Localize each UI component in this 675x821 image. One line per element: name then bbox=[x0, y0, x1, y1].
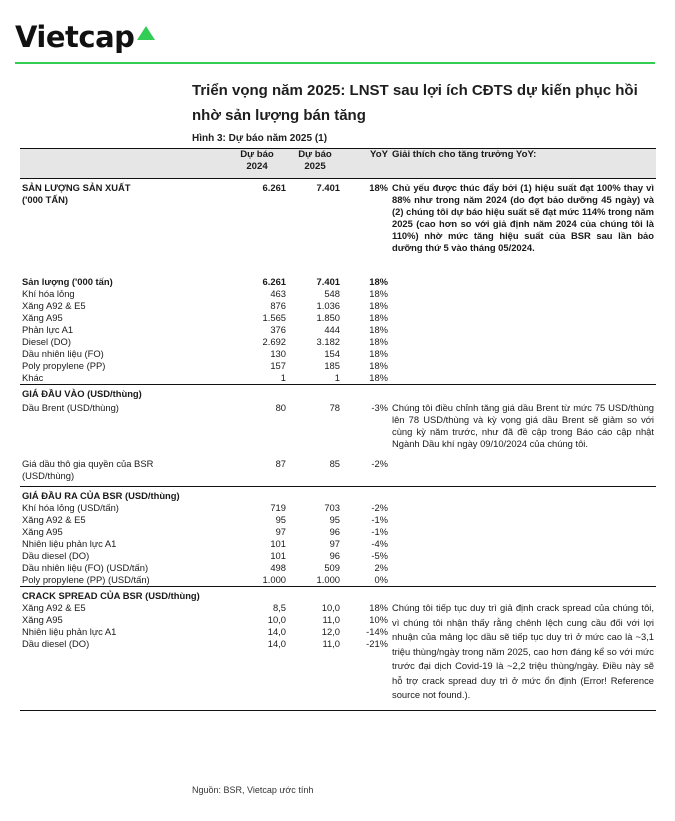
header-forecast-2024-line2: 2024 bbox=[246, 161, 268, 172]
cell-v2: 3.182 bbox=[316, 336, 340, 347]
cell-yoy: -5% bbox=[371, 550, 388, 561]
cell-v2: 154 bbox=[324, 348, 340, 359]
cell-yoy: 18% bbox=[369, 324, 388, 335]
cell-v2: 85 bbox=[329, 458, 340, 469]
cell-yoy: -1% bbox=[371, 514, 388, 525]
section-heading bbox=[20, 179, 226, 207]
cell-label: Khác bbox=[22, 372, 44, 383]
cell-yoy: 18% bbox=[342, 179, 390, 207]
empty-cell bbox=[288, 587, 342, 603]
production-row bbox=[20, 276, 656, 288]
cell-label: Dầu Brent (USD/thùng) bbox=[22, 402, 119, 413]
cell-v1: 498 bbox=[270, 562, 286, 573]
bsr-crude-row bbox=[20, 458, 656, 487]
cell-label: Khí hóa lỏng bbox=[22, 288, 75, 299]
header-forecast-2025 bbox=[288, 149, 342, 179]
cell-v2: 96 bbox=[329, 550, 340, 561]
cell-label: Xăng A92 & E5 bbox=[22, 300, 86, 311]
cell-v2: 11,0 bbox=[322, 638, 340, 649]
crack-spread-explanation: Chúng tôi tiếp tục duy trì giả định crack spread của chúng tôi, vì chúng tôi nhận thấy rằng chênh lệch cung cầu đối với lợi nhuận của mảng lọc dầu sẽ tiếp tục duy trì ở mức cao là ~3,1 triệu thùng/ngày trong năm 2025, cao hơn đáng kể so với mức trước đại dịch Covid-19 là ~2,2 triệu thùng/ngày. Điều này sẽ hỗ trợ crack spread duy trì ở mức ổn định (Error! Reference source not found.). bbox=[390, 587, 656, 711]
cell-label: Xăng A95 bbox=[22, 614, 63, 625]
cell-yoy: 18% bbox=[369, 300, 388, 311]
cell-v1: 95 bbox=[275, 514, 286, 525]
header-forecast-2025-line1: Dự báo bbox=[298, 149, 332, 160]
cell-v2: 444 bbox=[324, 324, 340, 335]
logo-triangle-icon bbox=[137, 26, 155, 40]
cell-yoy: 18% bbox=[369, 336, 388, 347]
cell-v2: 1.850 bbox=[316, 312, 340, 323]
cell-yoy: -2% bbox=[371, 458, 388, 469]
cell-v1: 130 bbox=[270, 348, 286, 359]
section-heading-text: SẢN LƯỢNG SẢN XUẤT bbox=[22, 182, 131, 193]
cell-v1: 6.261 bbox=[226, 179, 288, 207]
cell-v2: 10,0 bbox=[321, 602, 340, 613]
cell-label: Dầu diesel (DO) bbox=[22, 550, 90, 561]
cell-yoy: -2% bbox=[371, 502, 388, 513]
cell-v2: 12,0 bbox=[321, 626, 340, 637]
empty-cell bbox=[226, 487, 288, 503]
cell-yoy: -4% bbox=[371, 538, 388, 549]
cell-v1: 1.565 bbox=[262, 312, 286, 323]
cell-label: Xăng A95 bbox=[22, 312, 63, 323]
cell-v1: 1 bbox=[280, 372, 286, 383]
cell-yoy: 18% bbox=[369, 602, 388, 613]
cell-yoy: 18% bbox=[369, 348, 388, 359]
cell-label: Poly propylene (PP) bbox=[22, 360, 106, 371]
cell-label bbox=[20, 458, 226, 487]
cell-v1: 463 bbox=[270, 288, 286, 299]
forecast-table bbox=[20, 148, 656, 711]
figure-caption: Hình 3: Dự báo năm 2025 (1) bbox=[192, 133, 328, 144]
section-input-price-heading bbox=[20, 385, 656, 401]
section-heading: CRACK SPREAD CỦA BSR (USD/thùng) bbox=[20, 587, 226, 603]
cell-label: Phản lực A1 bbox=[22, 324, 74, 335]
cell-yoy: 18% bbox=[369, 360, 388, 371]
cell-label: Xăng A92 & E5 bbox=[22, 514, 86, 525]
cell-v1: 157 bbox=[270, 360, 286, 371]
input-price-explanation: Chúng tôi điều chỉnh tăng giá dầu Brent từ mức 75 USD/thùng lên 78 USD/thùng và kỳ vọng giá dầu Brent sẽ giảm so với cùng kỳ năm trước, như đã đề cập trong Báo cáo cập nhật Ngành Dầu khí ngày 09/10/2024 của chúng tôi. bbox=[392, 402, 654, 449]
cell-v1: 1.000 bbox=[262, 574, 286, 585]
cell-yoy: -14% bbox=[366, 626, 388, 637]
section-crack-spread-heading bbox=[20, 587, 656, 603]
cell-v2: 97 bbox=[329, 538, 340, 549]
cell-yoy: -1% bbox=[371, 526, 388, 537]
cell-v2: 95 bbox=[329, 514, 340, 525]
cell-yoy: 18% bbox=[369, 288, 388, 299]
section-production-heading bbox=[20, 179, 656, 207]
cell-yoy: 2% bbox=[374, 562, 388, 573]
label-line1: Giá dầu thô gia quyền của BSR bbox=[22, 458, 154, 469]
cell-v2: 1 bbox=[334, 372, 340, 383]
cell-yoy: -21% bbox=[366, 638, 388, 649]
cell-v1: 101 bbox=[270, 550, 286, 561]
empty-cell bbox=[342, 650, 390, 710]
section-heading: GIÁ ĐẦU VÀO (USD/thùng) bbox=[20, 385, 226, 401]
cell-v1: 6.261 bbox=[262, 276, 286, 287]
cell-label: Diesel (DO) bbox=[22, 336, 71, 347]
empty-explanation bbox=[390, 385, 656, 401]
table-header-row bbox=[20, 149, 656, 179]
cell-label: Xăng A92 & E5 bbox=[22, 602, 86, 613]
cell-yoy: 10% bbox=[369, 614, 388, 625]
cell-v2: 7.401 bbox=[288, 179, 342, 207]
logo-wordmark: Vietcap bbox=[15, 20, 135, 54]
empty-cell bbox=[288, 650, 342, 710]
cell-yoy: 18% bbox=[369, 372, 388, 383]
cell-v1: 14,0 bbox=[267, 626, 286, 637]
empty-explanation bbox=[390, 458, 656, 487]
cell-v1: 97 bbox=[275, 526, 286, 537]
cell-v2: 548 bbox=[324, 288, 340, 299]
cell-v2: 1.036 bbox=[316, 300, 340, 311]
cell-label: Nhiên liệu phản lực A1 bbox=[22, 538, 117, 549]
page-title: Triển vọng năm 2025: LNST sau lợi ích CĐTS dự kiến phục hồi nhờ sản lượng bán tăng bbox=[192, 82, 638, 124]
cell-label: Xăng A95 bbox=[22, 526, 63, 537]
cell-v1: 876 bbox=[270, 300, 286, 311]
empty-cell bbox=[20, 650, 226, 710]
empty-cell bbox=[288, 385, 342, 401]
production-explanation: Chủ yếu được thúc đẩy bởi (1) hiệu suất đạt 100% thay vì 88% như trong năm 2024 (do đợt bảo dưỡng 45 ngày) và (2) chúng tôi dự báo hiệu suất sẽ đạt mức 114% trong năm 2025 (cao hơn so với giả định năm 2024 của chúng tôi là 110%) nhờ mức tăng hiệu suất của BSR sau lần bảo dưỡng thứ 5 vào tháng 05/2024. bbox=[390, 179, 656, 277]
cell-v1: 14,0 bbox=[267, 638, 286, 649]
section-output-price-heading bbox=[20, 487, 656, 503]
cell-yoy: -3% bbox=[371, 402, 388, 413]
cell-v2: 703 bbox=[324, 502, 340, 513]
cell-label: Nhiên liệu phản lực A1 bbox=[22, 626, 117, 637]
cell-yoy: 0% bbox=[374, 574, 388, 585]
cell-v2: 185 bbox=[324, 360, 340, 371]
empty-explanation bbox=[390, 276, 656, 385]
header-label-cell bbox=[20, 149, 226, 179]
cell-label: Dầu nhiên liệu (FO) (USD/tấn) bbox=[22, 562, 149, 573]
header-yoy: YoY bbox=[370, 149, 388, 160]
empty-cell bbox=[226, 385, 288, 401]
cell-v1: 719 bbox=[270, 502, 286, 513]
cell-v1: 8,5 bbox=[272, 602, 286, 613]
empty-cell bbox=[342, 385, 390, 401]
cell-yoy: 18% bbox=[369, 276, 388, 287]
brent-row bbox=[20, 400, 656, 458]
cell-v1: 80 bbox=[275, 402, 286, 413]
empty-cell bbox=[342, 487, 390, 503]
empty-explanation bbox=[390, 487, 656, 587]
vietcap-logo bbox=[15, 14, 155, 54]
cell-v2: 509 bbox=[324, 562, 340, 573]
header-forecast-2024-line1: Dự báo bbox=[240, 149, 274, 160]
empty-cell bbox=[226, 650, 288, 710]
cell-label: Poly propylene (PP) (USD/tấn) bbox=[22, 574, 150, 585]
cell-v2: 78 bbox=[329, 402, 340, 413]
empty-cell bbox=[288, 487, 342, 503]
cell-label: Khí hóa lỏng (USD/tấn) bbox=[22, 502, 119, 513]
header-forecast-2024 bbox=[226, 149, 288, 179]
empty-cell bbox=[342, 587, 390, 603]
header-divider bbox=[15, 62, 655, 64]
cell-v2: 7.401 bbox=[316, 276, 340, 287]
empty-cell bbox=[226, 587, 288, 603]
label-line2: (USD/thùng) bbox=[22, 470, 75, 481]
cell-v2: 1.000 bbox=[316, 574, 340, 585]
header-explanation: Giải thích cho tăng trưởng YoY: bbox=[392, 149, 537, 160]
cell-label: Dầu diesel (DO) bbox=[22, 638, 90, 649]
cell-v1: 376 bbox=[270, 324, 286, 335]
source-note: Nguồn: BSR, Vietcap ước tính bbox=[192, 785, 314, 795]
header-forecast-2025-line2: 2025 bbox=[304, 161, 326, 172]
cell-v1: 2.692 bbox=[262, 336, 286, 347]
cell-yoy: 18% bbox=[369, 312, 388, 323]
cell-v1: 10,0 bbox=[267, 614, 286, 625]
cell-v1: 87 bbox=[275, 458, 286, 469]
cell-label: Sản lượng ('000 tấn) bbox=[22, 276, 113, 287]
cell-label: Dầu nhiên liệu (FO) bbox=[22, 348, 104, 359]
section-heading: GIÁ ĐẦU RA CỦA BSR (USD/thùng) bbox=[20, 487, 226, 503]
cell-v2: 11,0 bbox=[322, 614, 340, 625]
cell-v2: 96 bbox=[329, 526, 340, 537]
cell-v1: 101 bbox=[270, 538, 286, 549]
section-heading-unit: ('000 TẤN) bbox=[22, 194, 68, 205]
